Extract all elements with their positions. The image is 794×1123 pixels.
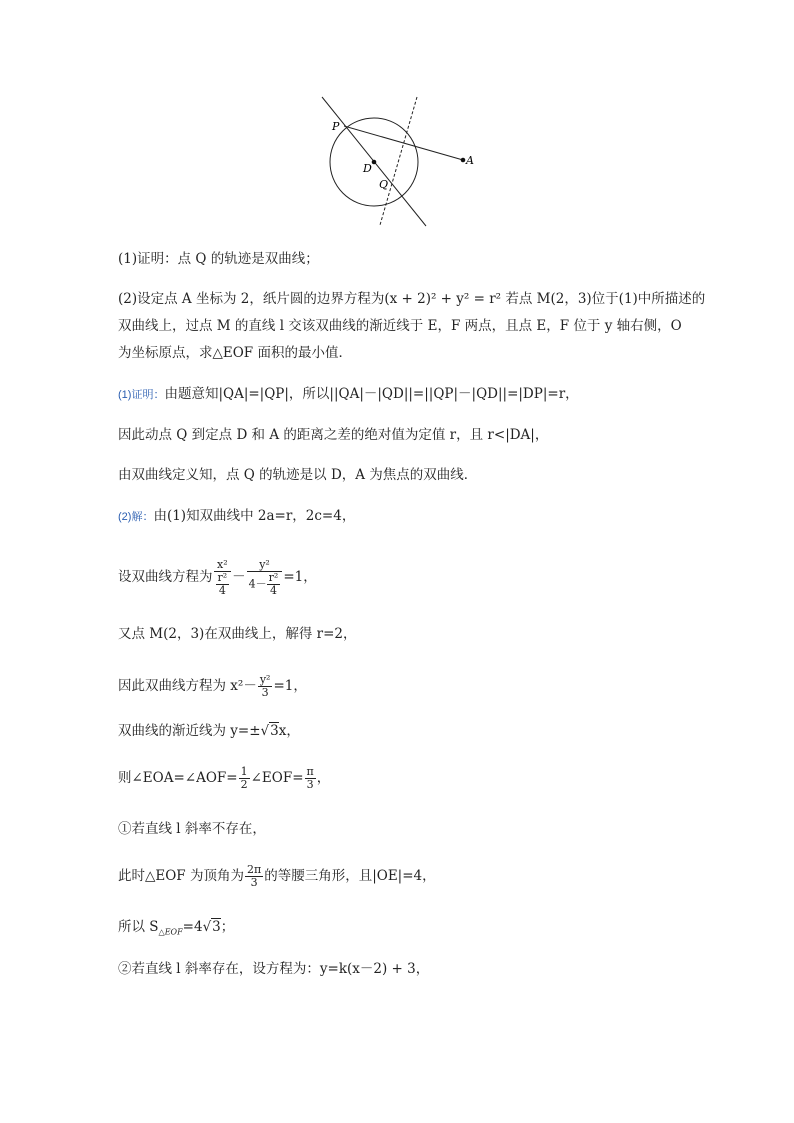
- inner-denominator-b: 4: [270, 583, 277, 597]
- fraction-y2: [247, 559, 283, 597]
- fraction-2pi-over-3: [245, 864, 263, 889]
- solution-line-3: 由双曲线定义知，点 Q 的轨迹是以 D，A 为焦点的双曲线．: [118, 467, 478, 483]
- perpendicular-bisector-dashed: [380, 97, 417, 225]
- solution-text: 由(1)知双曲线中 2a=r，2c=4，: [153, 508, 356, 524]
- half-numerator: 1: [240, 765, 248, 778]
- solution-line-6: 又点 M(2，3)在双曲线上，解得 r=2，: [118, 626, 357, 642]
- fraction-y2-over-3: [258, 674, 273, 699]
- area-suffix: ；: [220, 919, 235, 935]
- angle-suffix: ，: [316, 770, 331, 786]
- problem-part2-line3: 为坐标原点，求△EOF 面积的最小值．: [118, 345, 352, 361]
- problem-part1: (1)证明：点 Q 的轨迹是双曲线；: [118, 251, 319, 267]
- solution-line-13: ②若直线 l 斜率存在，设方程为：y=k(x－2) + 3，: [118, 961, 430, 977]
- solution-line-12: 所以 $S_{\triangle EOF}=4√3$；: [118, 919, 235, 937]
- triangle-prefix: 此时△EOF 为顶角为: [118, 868, 244, 884]
- solution-line-11: [118, 862, 436, 890]
- triangle-suffix: 的等腰三角形，且|OE|=4，: [264, 868, 436, 884]
- point-d: [372, 160, 377, 165]
- label-d: D: [363, 162, 372, 175]
- inner-numerator: r²: [217, 570, 228, 584]
- solution-line-4: [118, 507, 355, 526]
- solution-line-5: [118, 548, 317, 606]
- geometry-figure: [300, 90, 490, 235]
- eq7-prefix: 因此双曲线方程为 x²－: [118, 678, 257, 694]
- solution-line-8: 双曲线的渐近线为 y=±√3x，: [118, 723, 300, 739]
- two-pi-numerator: 2π: [246, 863, 262, 876]
- solution-label: (2)解：: [118, 511, 154, 523]
- equation-prefix: 设双曲线方程为: [118, 569, 213, 585]
- asymptote-suffix: x，: [278, 723, 300, 739]
- asymptote-prefix: 双曲线的渐近线为 y=±: [118, 723, 261, 739]
- solution-line-10: ①若直线 l 斜率不存在，: [118, 821, 266, 837]
- eq7-numerator: y²: [259, 673, 271, 686]
- problem-part2-line2: 双曲线上，过点 M 的直线 l 交该双曲线的渐近线于 E，F 两点，且点 E，F 位于 y 轴右侧，O: [118, 318, 682, 334]
- inner-numerator-b: r²: [268, 570, 279, 584]
- area-sqrt-3: 3: [212, 919, 221, 935]
- solution-line-2: 因此动点 Q 到定点 D 和 A 的距离之差的绝对值为定值 r，且 r<|DA|，: [118, 427, 549, 443]
- fraction-pi-over-3: [305, 766, 316, 791]
- inner-denominator: 4: [218, 583, 226, 597]
- half-denominator: 2: [240, 778, 248, 791]
- minus-sign: －: [232, 569, 246, 585]
- problem-part2-line1: (2)设定点 A 坐标为 2，纸片圆的边界方程为(x + 2)² + y² = r² 若点 M(2，3)位于(1)中所描述的: [118, 291, 706, 307]
- sqrt-3: 3: [270, 723, 279, 739]
- fraction-r2-over-4-b: [267, 572, 281, 597]
- area-prefix: 所以 S: [118, 919, 159, 935]
- eq7-suffix: =1，: [273, 678, 307, 694]
- solution-line-9: [118, 764, 330, 792]
- denominator-prefix: 4－: [248, 577, 267, 590]
- label-q: Q: [379, 178, 389, 191]
- eq7-denominator: 3: [261, 686, 269, 699]
- fraction-x2-numerator: x²: [214, 559, 232, 572]
- solution-line-1: [118, 385, 579, 404]
- fraction-half: [239, 766, 250, 791]
- pi-denominator: 3: [306, 778, 314, 791]
- angle-prefix: 则∠EOA=∠AOF=: [118, 770, 238, 786]
- two-pi-denominator: 3: [250, 876, 258, 889]
- area-subscript: △EOF: [158, 927, 183, 937]
- proof-label: (1)证明：: [118, 389, 165, 401]
- fraction-x2: [214, 559, 232, 597]
- pi-numerator: π: [306, 765, 314, 778]
- label-p: P: [332, 120, 340, 133]
- fraction-y2-numerator: y²: [247, 559, 283, 572]
- area-middle: =4: [182, 919, 203, 935]
- angle-middle: ∠EOF=: [250, 770, 304, 786]
- equation-suffix: =1，: [283, 569, 317, 585]
- proof-text: 由题意知|QA|=|QP|，所以||QA|－|QD||=||QP|－|QD||=|DP|=r，: [164, 386, 579, 402]
- solution-line-7: [118, 672, 307, 700]
- fraction-r2-over-4: [216, 572, 230, 597]
- label-a: A: [466, 154, 474, 167]
- point-a: [461, 158, 466, 163]
